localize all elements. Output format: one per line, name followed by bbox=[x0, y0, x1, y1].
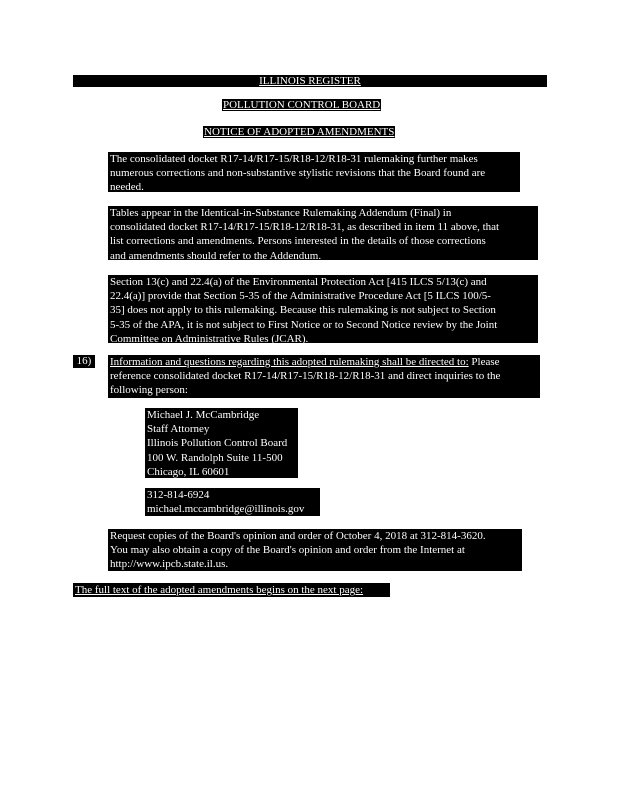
contact-title: Staff Attorney bbox=[147, 423, 210, 436]
full-text-notice bbox=[73, 583, 390, 597]
text-line: reference consolidated docket R17-14/R17-15/R18-12/R18-31 and direct inquiries to the bbox=[110, 370, 501, 383]
paragraph-corrections bbox=[108, 152, 520, 192]
contact-email[interactable]: michael.mccambridge@illinois.gov bbox=[147, 503, 305, 516]
text-line: 35] does not apply to this rulemaking. Because this rulemaking is not subject to Section bbox=[110, 304, 496, 317]
text-line: You may also obtain a copy of the Board's opinion and order from the Internet at bbox=[110, 544, 465, 557]
paragraph-copies bbox=[108, 529, 522, 571]
text-line: consolidated docket R17-14/R17-15/R18-12/R18-31, as described in item 11 above, that bbox=[110, 221, 500, 234]
contact-street: 100 W. Randolph Suite 11-500 bbox=[147, 451, 283, 464]
paragraph-tables bbox=[108, 206, 538, 260]
full-text-line: The full text of the adopted amendments begins on the next page: bbox=[75, 584, 364, 596]
paragraph-statute bbox=[108, 275, 538, 343]
register-title: ILLINOIS REGISTER bbox=[259, 75, 361, 87]
text-line: Committee on Administrative Rules (JCAR). bbox=[110, 332, 309, 345]
text-line: 22.4(a)] provide that Section 5-35 of the Administrative Procedure Act [5 ILCS 100/5- bbox=[110, 290, 491, 303]
text-line: following person: bbox=[110, 384, 188, 397]
notice-title: NOTICE OF ADOPTED AMENDMENTS bbox=[204, 126, 395, 138]
contact-org: Illinois Pollution Control Board bbox=[147, 437, 288, 450]
text-line: Request copies of the Board's opinion and order of October 4, 2018 at 312-814-3620. bbox=[110, 530, 486, 542]
contact-phone: 312-814-6924 bbox=[147, 489, 210, 501]
text-line: Section 13(c) and 22.4(a) of the Environmental Protection Act [415 ILCS 5/13(c) and bbox=[110, 276, 487, 288]
contact-address bbox=[145, 408, 298, 478]
text-line bbox=[110, 355, 538, 369]
text-line: and amendments should refer to the Addendum. bbox=[110, 249, 322, 262]
text-line: list corrections and amendments. Persons interested in the details of those corrections bbox=[110, 235, 486, 248]
text-tail: Please bbox=[468, 356, 500, 368]
underlined-heading: Information and questions regarding this adopted rulemaking shall be directed to: bbox=[110, 356, 469, 368]
register-header bbox=[73, 75, 547, 87]
contact-details bbox=[145, 488, 320, 516]
item-number: 16) bbox=[73, 355, 95, 368]
website-link[interactable]: http://www.ipcb.state.il.us. bbox=[110, 558, 229, 571]
text-line: The consolidated docket R17-14/R17-15/R18-12/R18-31 rulemaking further makes bbox=[110, 153, 478, 165]
text-line: Tables appear in the Identical-in-Substance Rulemaking Addendum (Final) in bbox=[110, 207, 452, 219]
text-line: numerous corrections and non-substantive stylistic revisions that the Board found are bbox=[110, 167, 486, 180]
text-line: needed. bbox=[110, 181, 144, 194]
paragraph-inquiries bbox=[108, 355, 540, 398]
text-line: 5-35 of the APA, it is not subject to First Notice or to Second Notice review by the Joint bbox=[110, 318, 498, 331]
contact-city: Chicago, IL 60601 bbox=[147, 465, 230, 478]
board-title: POLLUTION CONTROL BOARD bbox=[223, 99, 381, 111]
contact-name: Michael J. McCambridge bbox=[147, 409, 260, 421]
